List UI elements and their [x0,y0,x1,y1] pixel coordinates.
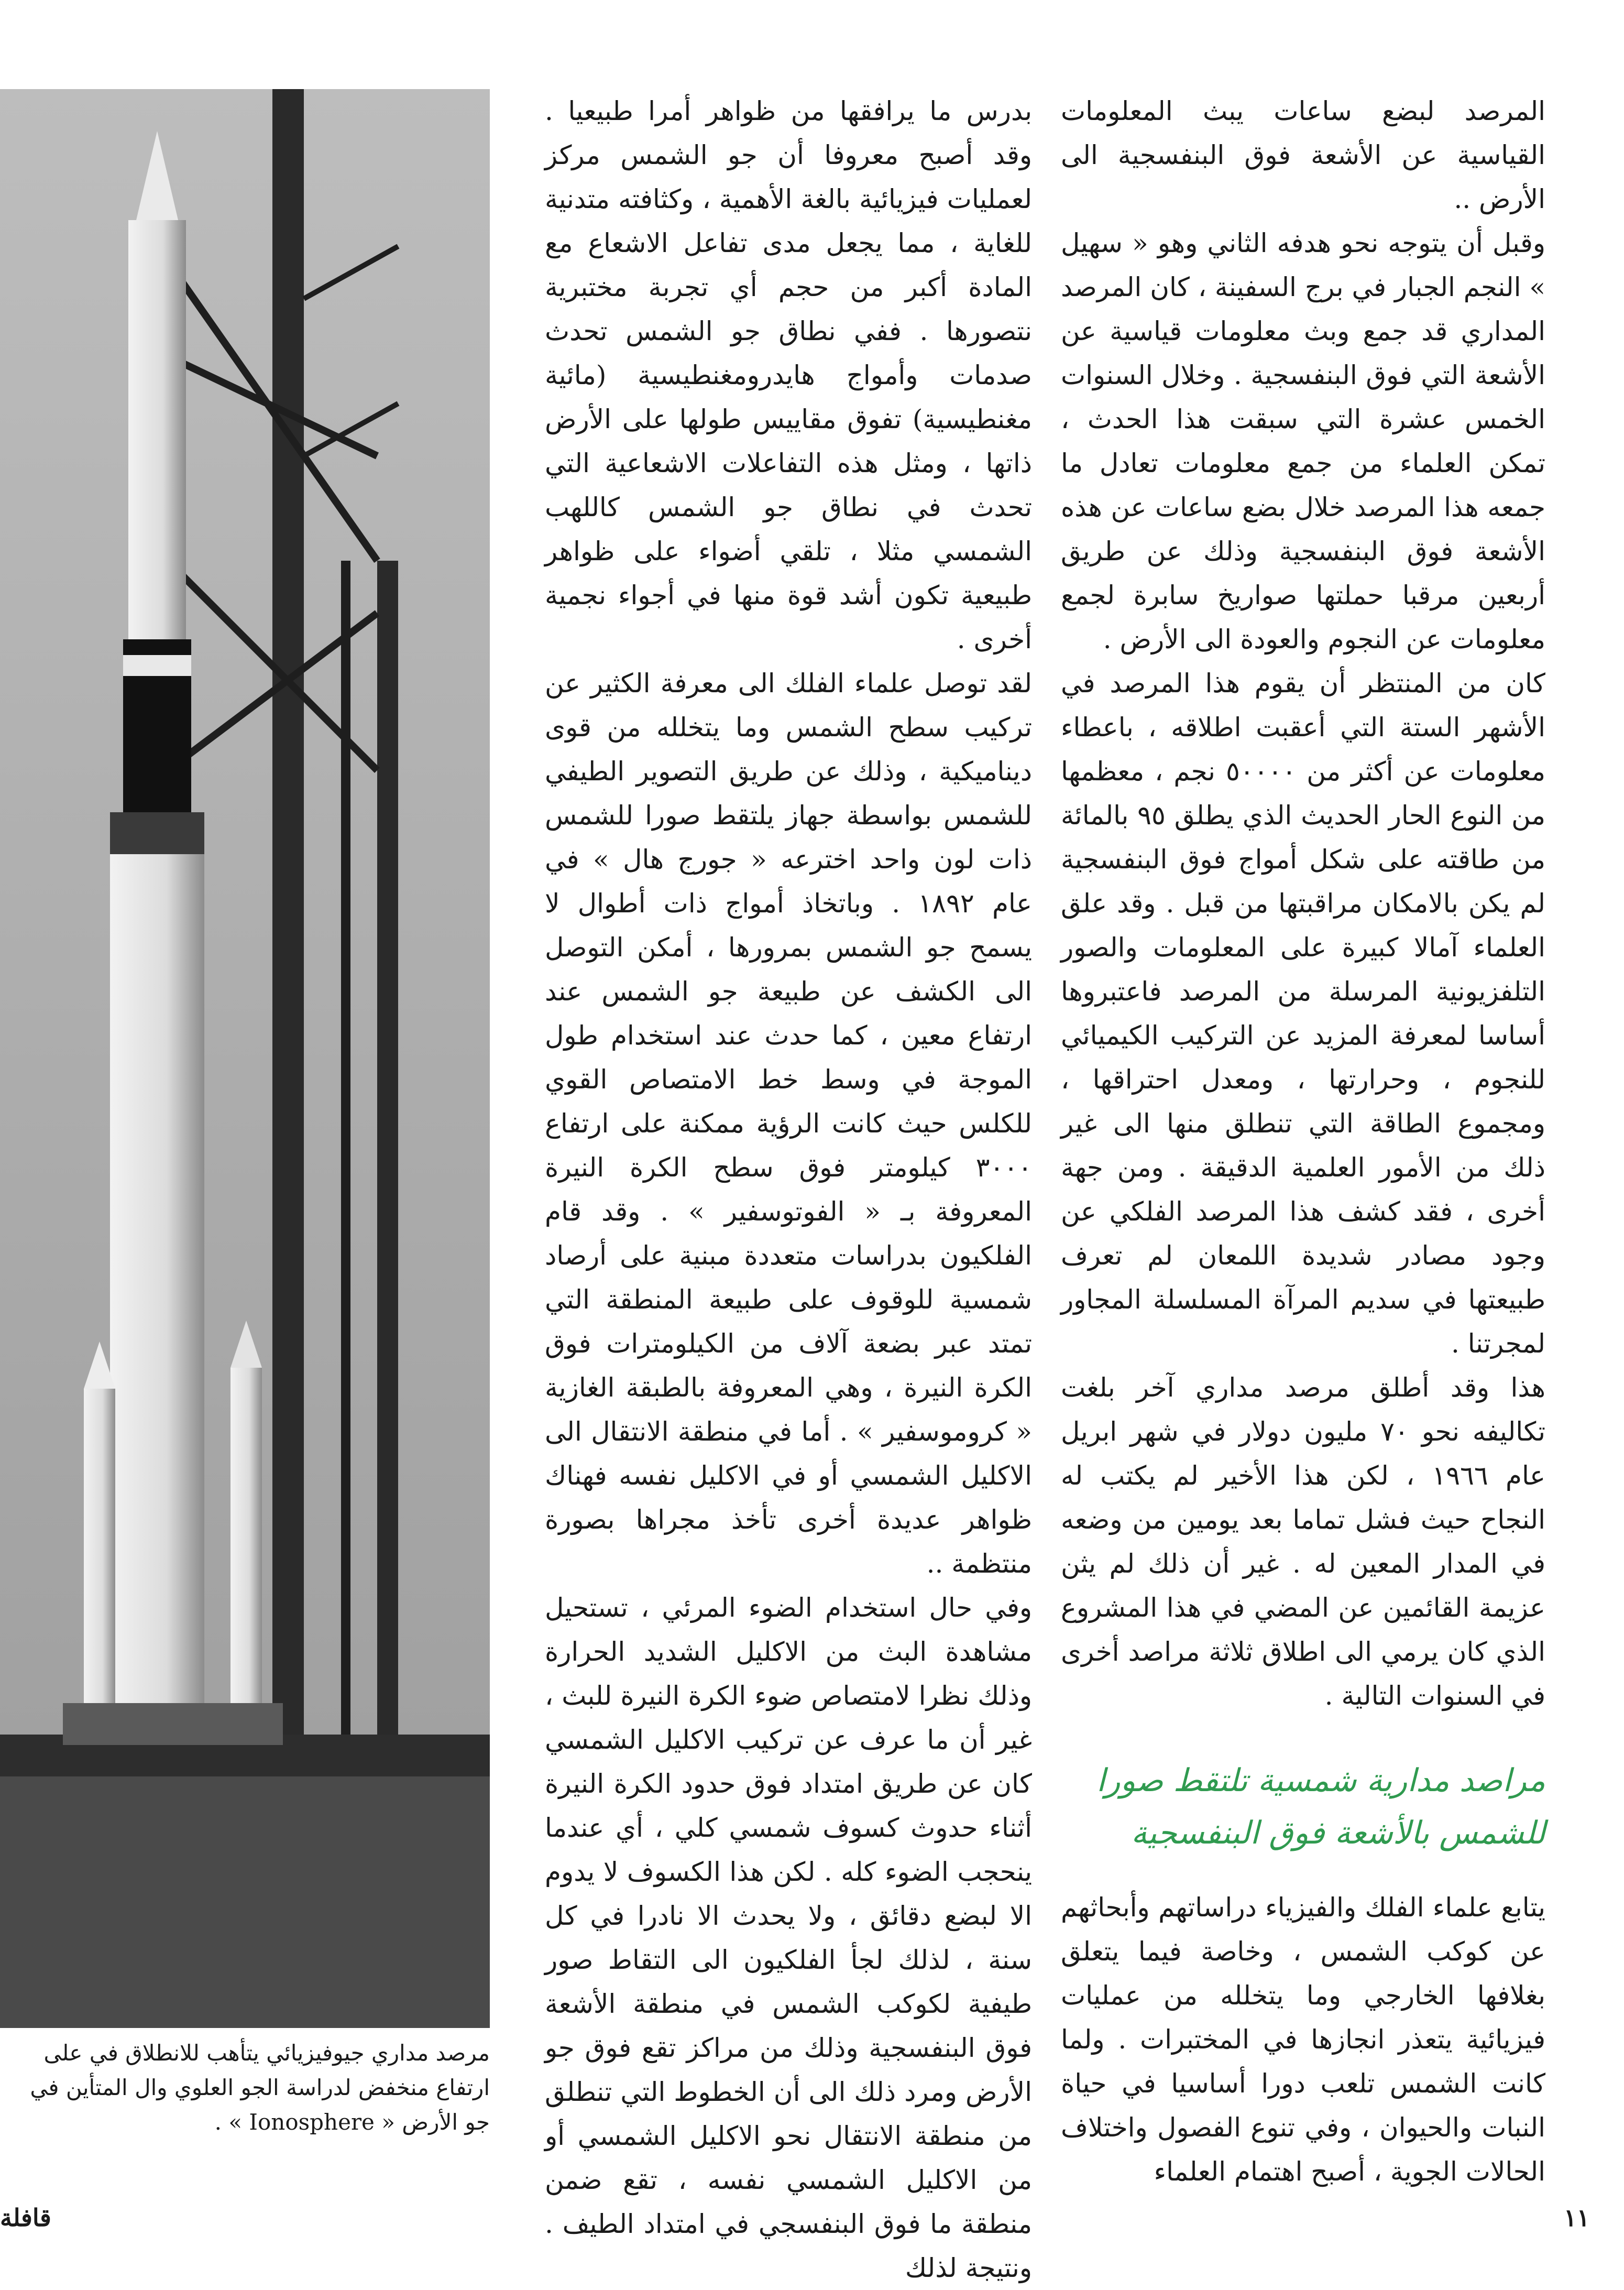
paragraph: كان من المنتظر أن يقوم هذا المرصد في الأشهر الستة التي أعقبت اطلاقه ، باعطاء معلومات عن أكثر من ٥٠٠٠٠ نجم ، معظمها من النوع الحار الحديث الذي يطلق ٩٥ بالمائة من طاقته على شكل أمواج فوق البنفسجية لم يكن بالامكان مراقبتها من قبل . وقد علق العلماء آمالا كبيرة على المعلومات والصور التلفزيونية المرسلة من المرصد فاعتبروها أساسا لمعرفة المزيد عن التركيب الكيميائي للنجوم ، وحرارتها ، ومعدل احتراقها ، ومجموع الطاقة التي تنطلق منها الى غير ذلك من الأمور العلمية الدقيقة . ومن جهة أخرى ، فقد كشف هذا المرصد الفلكي عن وجود مصادر شديدة اللمعان لم تعرف طبيعتها في سديم المرآة المسلسلة المجاور لمجرتنا . [1061,668,1545,1359]
paragraph: وقبل أن يتوجه نحو هدفه الثاني وهو « سهيل » النجم الجبار في برج السفينة ، كان المرصد المداري قد جمع وبث معلومات قياسية عن الأشعة التي فوق البنفسجية . وخلال السنوات الخمس عشرة التي سبقت هذا الحدث ، تمكن العلماء من جمع معلومات تعادل ما جمعه هذا المرصد خلال بضع ساعات عن هذه الأشعة فوق البنفسجية وذلك عن طريق أربعين مرقبا حملتها صواريخ سابرة لجمع معلومات عن النجوم والعودة الى الأرض . [1061,228,1545,655]
paragraph: هذا وقد أطلق مرصد مداري آخر بلغت تكاليفه نحو ٧٠ مليون دولار في شهر ابريل عام ١٩٦٦ ، لكن هذا الأخير لم يكتب له النجاح حيث فشل تماما بعد يومين من وضعه في المدار المعين له . غير أن ذلك لم يثن عزيمة القائمين عن المضي في هذا المشروع الذي كان يرمي الى اطلاق ثلاثة مراصد أخرى في السنوات التالية . [1061,1372,1546,1711]
paragraph: يتابع علماء الفلك والفيزياء دراساتهم وأبحاثهم عن كوكب الشمس ، وخاصة فيما يتعلق بغلافها الخارجي وما يتخلله من عمليات فيزيائية يتعذر انجازها في المختبرات . ولما كانت الشمس تلعب دورا أساسيا في حياة النبات والحيوان ، وفي تنوع الفصول واختلاف الحالات الجوية ، أصبح اهتمام العلماء [1061,1892,1545,2187]
magazine-name: قافلة [0,2204,51,2232]
paragraph: بدرس ما يرافقها من ظواهر أمرا طبيعيا . وقد أصبح معروفا أن جو الشمس مركز لعمليات فيزيائية بالغة الأهمية ، وكثافته متدنية للغاية ، مما يجعل مدى تفاعل الاشعاع مع المادة أكبر من حجم أي تجربة مختبرية نتصورها . ففي نطاق جو الشمس تحدث صدمات وأمواج هايدرومغنطيسية (مائية مغنطيسية) تفوق مقاييس طولها على الأرض ذاتها ، ومثل هذه التفاعلات الاشعاعية التي تحدث في نطاق جو الشمس كاللهب الشمسي مثلا ، تلقي أضواء على ظواهر طبيعية تكون أشد قوة منها في أجواء نجمية أخرى . [545,96,1032,655]
paragraph: المرصد لبضع ساعات يبث المعلومات القياسية عن الأشعة فوق البنفسجية الى الأرض .. [1061,96,1545,214]
article-column-middle [545,89,1032,2283]
rocket-photo [0,89,490,2028]
section-subheading: مراصد مدارية شمسية تلتقط صورا للشمس بالأشعة فوق البنفسجية [1096,1762,1545,1851]
page-number: ١١ [1564,2204,1590,2232]
paragraph: لقد توصل علماء الفلك الى معرفة الكثير عن تركيب سطح الشمس وما يتخلله من قوى ديناميكية ، وذلك عن طريق التصوير الطيفي للشمس بواسطة جهاز يلتقط صورا للشمس ذات لون واحد اخترعه « جورج هال » في عام ١٨٩٢ . وباتخاذ أمواج ذات أطوال لا يسمح جو الشمس بمرورها ، أمكن التوصل الى الكشف عن طبيعة جو الشمس عند ارتفاع معين ، كما حدث عند استخدام طول الموجة في وسط خط الامتصاص القوي للكلس حيث كانت الرؤية ممكنة على ارتفاع ٣٠٠٠ كيلومتر فوق سطح الكرة النيرة المعروفة بـ « الفوتوسفير » . وقد قام الفلكيون بدراسات متعددة مبنية على أرصاد شمسية للوقوف على طبيعة المنطقة التي تمتد عبر بضعة آلاف من الكيلومترات فوق الكرة النيرة ، وهي المعروفة بالطبقة الغازية « كروموسفير » . أما في منطقة الانتقال الى الاكليل الشمسي أو في الاكليل نفسه فهناك ظواهر عديدة أخرى تأخذ مجراها بصورة منتظمة .. [545,668,1032,1579]
article-column-right [1061,89,1545,2196]
photo-caption: مرصد مداري جيوفيزيائي يتأهب للانطلاق في على ارتفاع منخفض لدراسة الجو العلوي وال المتأين في جو الأرض « Ionosphere » . [30,2040,490,2135]
paragraph: وفي حال استخدام الضوء المرئي ، تستحيل مشاهدة البث من الاكليل الشديد الحرارة وذلك نظرا لامتصاص ضوء الكرة النيرة للبث ، غير أن ما عرف عن تركيب الاكليل الشمسي كان عن طريق امتداد فوق حدود الكرة النيرة أثناء حدوث كسوف شمسي كلي ، أي عندما ينحجب الضوء كله . لكن هذا الكسوف لا يدوم الا لبضع دقائق ، ولا يحدث الا نادرا في كل سنة ، لذلك لجأ الفلكيون الى التقاط صور طيفية لكوكب الشمس في منطقة الأشعة فوق البنفسجية وذلك من مراكز تقع فوق جو الأرض ومرد ذلك الى أن الخطوط التي تنطلق من منطقة الانتقال نحو الاكليل الشمسي أو من الاكليل الشمسي نفسه ، تقع ضمن منطقة ما فوق البنفسجي في امتداد الطيف . ونتيجة لذلك [545,1593,1032,2283]
